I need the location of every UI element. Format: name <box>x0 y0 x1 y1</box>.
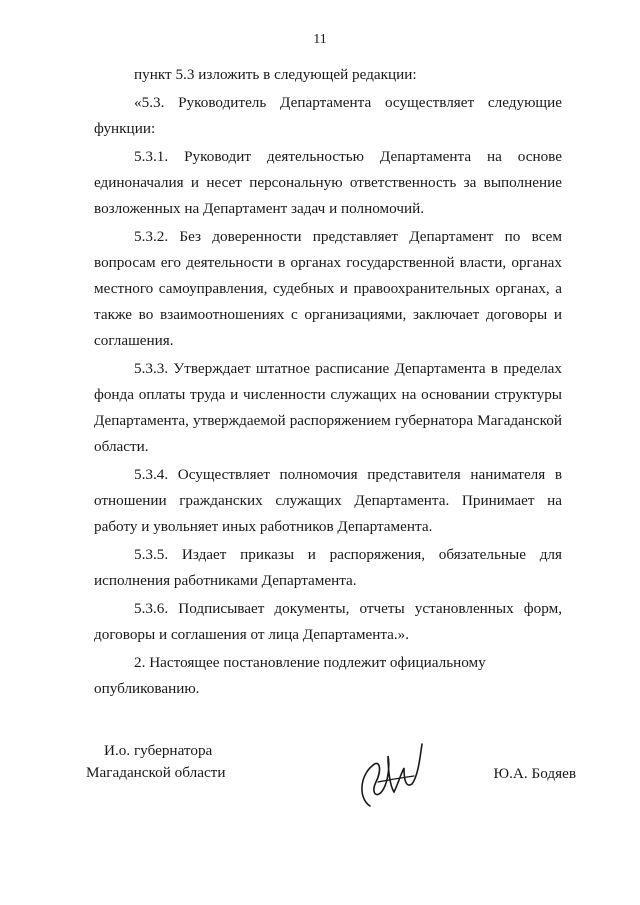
paragraph-5-3-5: 5.3.5. Издает приказы и распоряжения, обязательные для исполнения работниками Департамента. <box>94 546 562 589</box>
paragraph-5-3-6: 5.3.6. Подписывает документы, отчеты установленных форм, договоры и соглашения от лица Департамента.». <box>94 600 562 643</box>
handwritten-signature <box>348 736 438 816</box>
document-body <box>94 62 562 704</box>
signer-name: Ю.А. Бодяев <box>493 765 576 782</box>
paragraph-2: 2. Настоящее постановление подлежит официальному опубликованию. <box>94 654 486 697</box>
paragraph-5-3-3: 5.3.3. Утверждает штатное расписание Департамента в пределах фонда оплаты труда и численности служащих на основании структуры Департамента, утверждаемой распоряжением губернатора Магаданской области. <box>94 360 562 455</box>
paragraph-5-3-4: 5.3.4. Осуществляет полномочия представителя нанимателя в отношении гражданских служащих Департамента. Принимает на работу и увольняет иных работников Департамента. <box>94 466 562 535</box>
signer-title <box>86 740 225 784</box>
paragraph-5-3-1: 5.3.1. Руководит деятельностью Департамента на основе единоначалия и несет персональную ответственность за выполнение возложенных на Департамент задач и полномочий. <box>94 148 562 217</box>
paragraph-5-3: «5.3. Руководитель Департамента осуществляет следующие функции: <box>94 94 562 137</box>
signer-title-line-2: Магаданской области <box>86 764 226 781</box>
signer-title-line-1: И.о. губернатора <box>104 742 213 759</box>
paragraph-5-3-2: 5.3.2. Без доверенности представляет Департамент по всем вопросам его деятельности в органах государственной власти, органах местного самоуправления, судебных и правоохранительных органах, а также во взаимоотношениях с организациями, заключает договоры и соглашения. <box>94 228 562 349</box>
page-number: 11 <box>313 32 327 47</box>
paragraph-intro: пункт 5.3 изложить в следующей редакции: <box>134 66 417 83</box>
